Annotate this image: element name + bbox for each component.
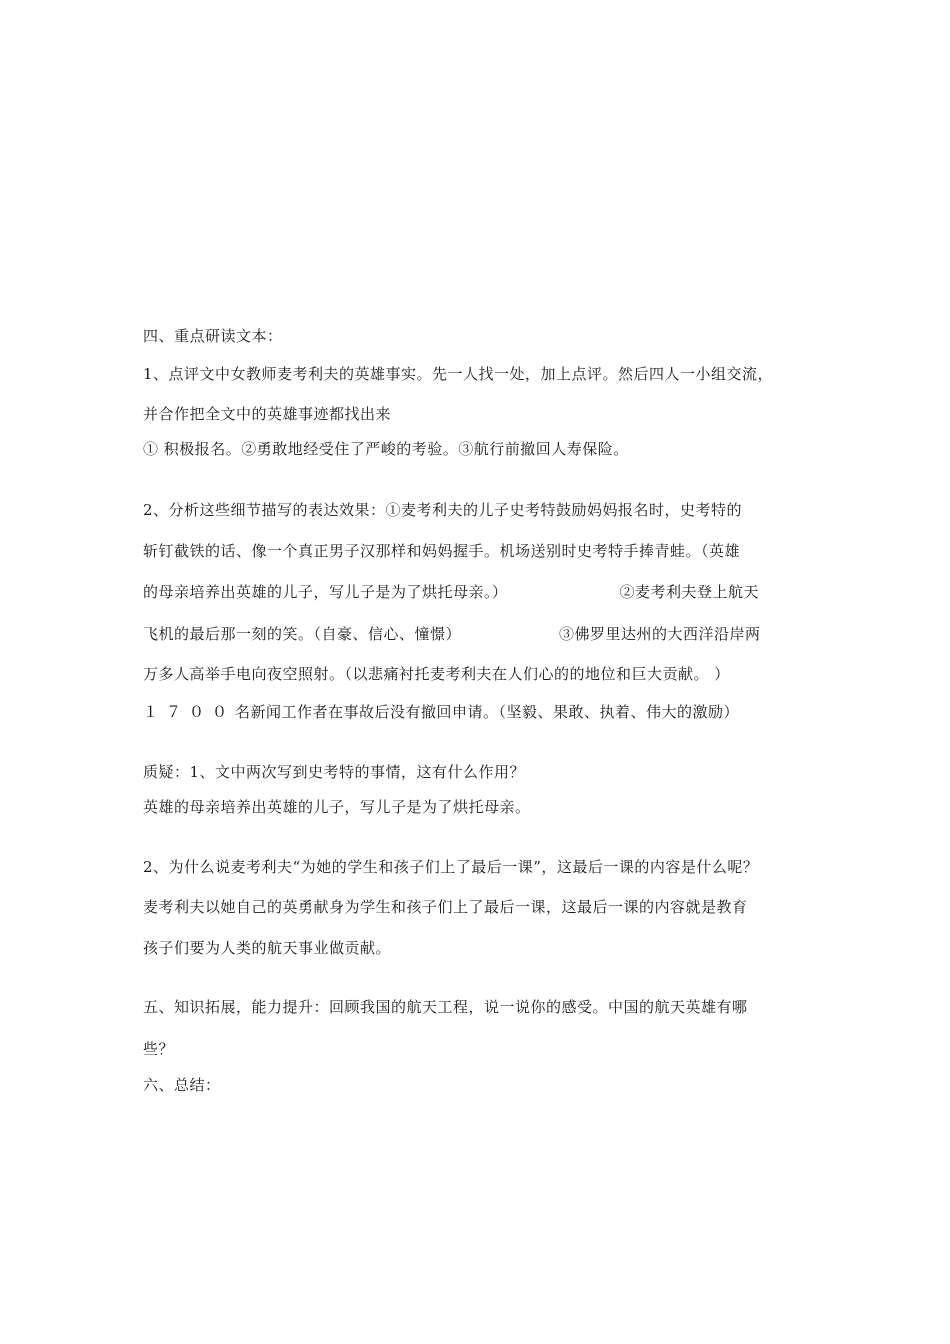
q1-line1: 1、点评文中女教师麦考利夫的英雄事实。先一人找一处，加上点评。然后四人一小组交流，	[143, 365, 774, 383]
section5-line1: 五、知识拓展，能力提升：回顾我国的航天工程，说一说你的感受。中国的航天英雄有哪	[143, 998, 748, 1016]
doubt1-question: 质疑：1、文中两次写到史考特的事情，这有什么作用？	[143, 763, 526, 781]
section6-heading: 六、总结：	[143, 1076, 221, 1094]
doubt2-answer-line1: 麦考利夫以她自己的英勇献身为学生和孩子们上了最后一课，这最后一课的内容就是教育	[143, 898, 748, 916]
q2-line6-number: １７００	[143, 703, 236, 721]
q1-answer: ① 积极报名。②勇敢地经受住了严峻的考验。③航行前撤回人寿保险。	[143, 440, 629, 458]
doubt2-answer-line2: 孩子们要为人类的航天事业做贡献。	[143, 939, 392, 957]
q2-line6	[143, 702, 739, 722]
q1-line2: 并合作把全文中的英雄事迹都找出来	[143, 405, 392, 423]
q2-line6-text: 名新闻工作者在事故后没有撤回申请。（坚毅、果敢、执着、伟大的激励）	[235, 703, 740, 721]
q2-line4-part-b: ③佛罗里达州的大西洋沿岸两	[559, 625, 761, 643]
doubt2-question: 2、为什么说麦考利夫“为她的学生和孩子们上了最后一课”，这最后一课的内容是什么呢？	[143, 858, 759, 876]
q2-line3	[143, 582, 759, 602]
section4-heading: 四、重点研读文本：	[143, 327, 283, 345]
q2-line3-part-a: 的母亲培养出英雄的儿子，写儿子是为了烘托母亲。）	[143, 583, 508, 601]
q2-line1: 2、分析这些细节描写的表达效果：①麦考利夫的儿子史考特鼓励妈妈报名时，史考特的	[143, 501, 743, 519]
doubt1-answer: 英雄的母亲培养出英雄的儿子，写儿子是为了烘托母亲。	[143, 798, 531, 816]
q2-line3-part-b: ②麦考利夫登上航天	[619, 583, 760, 601]
q2-line4	[143, 624, 761, 644]
q2-line4-part-a: 飞机的最后那一刻的笑。（自豪、信心、憧憬）	[143, 625, 462, 643]
section5-line2: 些？	[143, 1040, 175, 1058]
q2-line2: 斩钉截铁的话、像一个真正男子汉那样和妈妈握手。机场送别时史考特手捧青蛙。（英雄	[143, 542, 741, 560]
q2-line5: 万多人高举手电向夜空照射。（以悲痛衬托麦考利夫在人们心的的地位和巨大贡献。 ）	[143, 665, 730, 683]
